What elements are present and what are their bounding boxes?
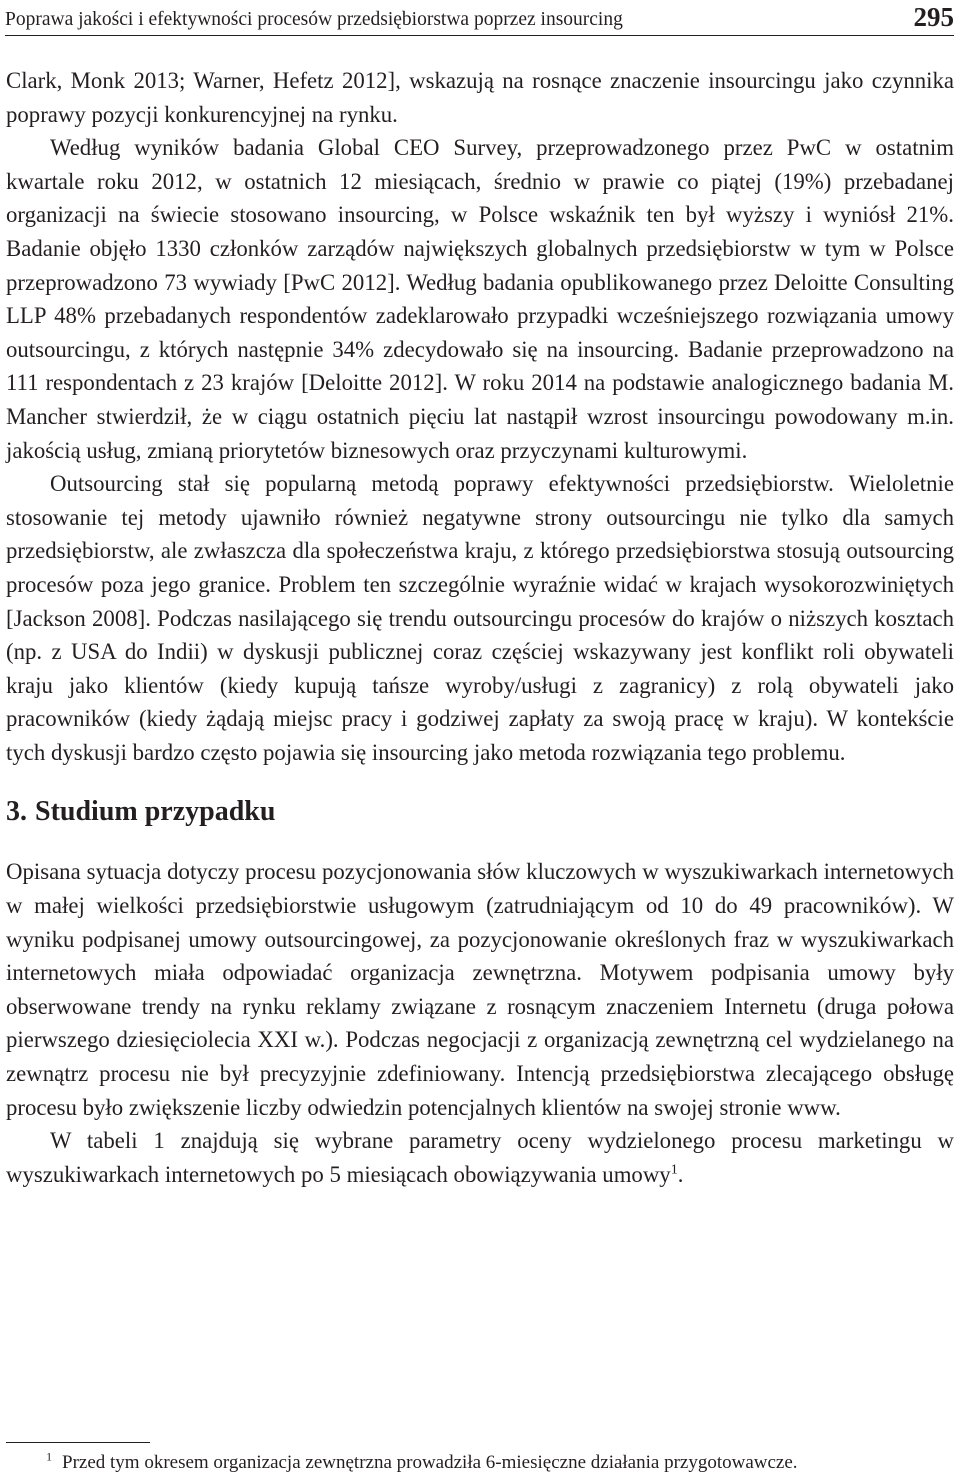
section-title: Studium przypadku: [35, 796, 276, 828]
paragraph-text: W tabeli 1 znajdują się wybrane parametry oceny wydzielonego procesu marketingu w wyszukiwarkach internetowych po 5 miesiącach obowiązywania umowy: [6, 1128, 954, 1187]
paragraph: Opisana sytuacja dotyczy procesu pozycjonowania słów kluczowych w wyszukiwarkach internetowych w małej wielkości przedsiębiorstwie usługowym (zatrudniającym od 10 do 49 pracowników). W wyniku podpisanej umowy outsourcingowej, za pozycjonowanie określonych fraz w wyszukiwarkach internetowych miała odpowiadać organizacja zewnętrzna. Motywem podpisania umowy były obserwowane trendy na rynku reklamy związane z rosnącym znaczeniem Internetu (druga połowa pierwszego dziesięciolecia XXI w.). Podczas negocjacji z organizacją zewnętrzną cel wydzielanego na zewnątrz procesu nie był precyzyjnie zdefiniowany. Intencją przedsiębiorstwa zlecającego obsługę procesu było zwiększenie liczby odwiedzin potencjalnych klientów na swojej stronie www.: [6, 859, 954, 1120]
body-text: [6, 64, 954, 1191]
footnote: [6, 1451, 954, 1475]
paragraph: [6, 1124, 954, 1191]
footnote-reference: 1: [670, 1161, 678, 1178]
footnote-text: Przed tym okresem organizacja zewnętrzna prowadziła 6-miesięczne działania przygotowawcze.: [62, 1452, 798, 1473]
paragraph: Clark, Monk 2013; Warner, Hefetz 2012], wskazują na rosnące znaczenie insourcingu jako czynnika poprawy pozycji konkurencyjnej na rynku.: [6, 68, 954, 127]
running-header: [5, 0, 954, 36]
running-title: Poprawa jakości i efektywności procesów przedsiębiorstwa poprzez insourcing: [5, 9, 623, 30]
footnote-marker: 1: [46, 1450, 52, 1464]
section-heading: [6, 792, 954, 832]
footnote-divider: [6, 1442, 150, 1443]
paragraph: Według wyników badania Global CEO Survey, przeprowadzonego przez PwC w ostatnim kwartale roku 2012, w ostatnich 12 miesiącach, średnio w prawie co piątej (19%) przebadanej organizacji na świecie stosowano insourcing, w Polsce wskaźnik ten był wyższy i wyniósł 21%. Badanie objęło 1330 członków zarządów największych globalnych przedsiębiorstw w tym w Polsce przeprowadzono 73 wywiady [PwC 2012]. Według badania opublikowanego przez Deloitte Consulting LLP 48% przebadanych respondentów zadeklarowało przypadki wcześniejszego rozwiązania umowy outsourcingu, z których następnie 34% zdecydowało się na insourcing. Badanie przeprowadzono na 111 respondentach z 23 krajów [Deloitte 2012]. W roku 2014 na podstawie analogicznego badania M. Mancher stwierdził, że w ciągu ostatnich pięciu lat nastąpił wzrost insourcingu powodowany m.in. jakością usług, zmianą priorytetów biznesowych oraz przyczynami kulturowymi.: [6, 135, 954, 463]
page-number: 295: [913, 2, 954, 32]
paragraph: Outsourcing stał się popularną metodą poprawy efektywności przedsiębiorstw. Wieloletnie stosowanie tej metody ujawniło również negatywne strony outsourcingu nie tylko dla samych przedsiębiorstw, ale zwłaszcza dla społeczeństwa kraju, z którego przedsiębiorstwa stosują outsourcing procesów poza jego granice. Problem ten szczególnie wyraźnie widać w krajach wysokorozwiniętych [Jackson 2008]. Podczas nasilającego się trendu outsourcingu procesów do krajów o niższych kosztach (np. z USA do Indii) w dyskusji publicznej coraz częściej wskazywany jest konflikt roli obywateli kraju jako klientów (kiedy kupują tańsze wyroby/usługi z zagranicy) z rolą obywateli jako pracowników (kiedy żądają miejsc pracy i godziwej zapłaty za swoją pracę w kraju). W kontekście tych dyskusji bardzo często pojawia się insourcing jako metoda rozwiązania tego problemu.: [6, 471, 954, 765]
section-number: 3.: [6, 796, 27, 828]
paragraph-tail: .: [677, 1161, 684, 1187]
